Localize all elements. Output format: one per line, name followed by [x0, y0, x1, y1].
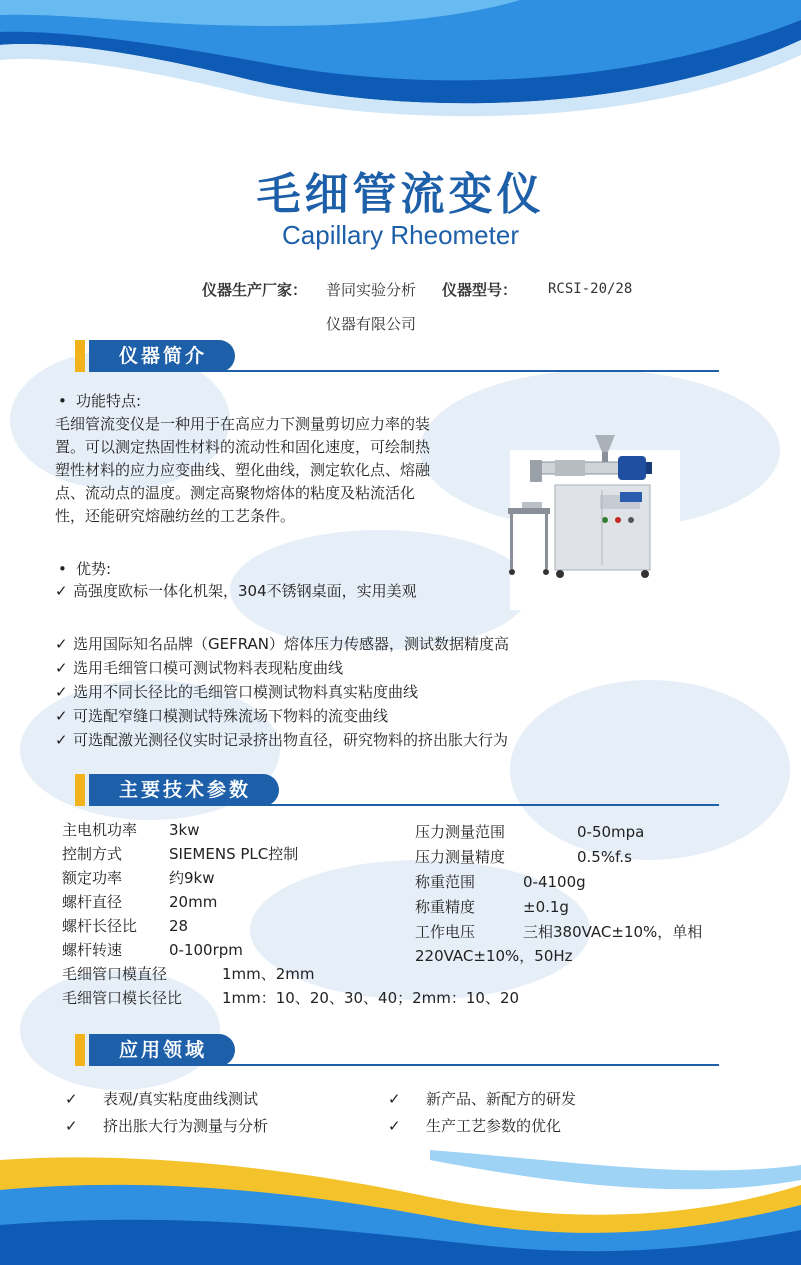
spec-row	[62, 938, 243, 962]
spec-row	[415, 920, 702, 944]
section-accent-bar	[75, 340, 85, 372]
advantage-item-5	[55, 728, 508, 752]
spec-value: 28	[169, 917, 189, 935]
spec-row	[62, 818, 200, 842]
manufacturer-name-line1: 普同实验分析	[326, 281, 417, 299]
check-icon: ✓	[65, 1090, 78, 1108]
spec-value: 1mm、2mm	[222, 965, 315, 983]
advantage-item-1	[55, 632, 509, 656]
application-text: 表观/真实粘度曲线测试	[103, 1090, 259, 1108]
bullet-icon: •	[58, 392, 67, 410]
spec-label: 毛细管口模长径比	[62, 989, 183, 1007]
section-underline	[89, 804, 719, 806]
rheometer-machine-image	[500, 430, 680, 610]
application-item-1	[388, 1087, 576, 1111]
advantage-item-0	[55, 580, 440, 603]
advantages-label-row	[58, 557, 111, 581]
spec-row	[62, 890, 217, 914]
spec-row	[415, 845, 632, 869]
advantage-text: 选用毛细管口模可测试物料表现粘度曲线	[73, 659, 344, 677]
check-icon: ✓	[55, 707, 68, 725]
spec-label: 螺杆直径	[62, 893, 123, 911]
bullet-icon: •	[58, 560, 67, 578]
spec-row	[415, 870, 586, 894]
spec-value: 0-50mpa	[577, 823, 645, 841]
features-label: 功能特点:	[76, 392, 142, 410]
check-icon: ✓	[55, 659, 68, 677]
section-accent-bar	[75, 1034, 85, 1066]
advantages-label: 优势:	[76, 560, 112, 578]
features-label-row	[58, 389, 141, 413]
advantage-item-2	[55, 656, 343, 680]
advantage-item-4	[55, 704, 388, 728]
advantage-text: 可选配激光测径仪实时记录挤出物直径，研究物料的挤出胀大行为	[73, 731, 509, 749]
spec-value: 0-100rpm	[169, 941, 243, 959]
application-item-3	[388, 1114, 561, 1138]
spec-label: 控制方式	[62, 845, 123, 863]
spec-label: 螺杆长径比	[62, 917, 138, 935]
manufacturer-name-line2: 仪器有限公司	[326, 315, 417, 333]
spec-label: 螺杆转速	[62, 941, 123, 959]
spec-row	[62, 962, 315, 986]
spec-row	[415, 820, 644, 844]
section-title-specs: 主要技术参数	[89, 774, 279, 806]
page-subtitle: Capillary Rheometer	[282, 220, 519, 250]
advantage-item-3	[55, 680, 418, 704]
advantage-text: 选用国际知名品牌（GEFRAN）熔体压力传感器，测试数据精度高	[73, 635, 510, 653]
spec-label: 额定功率	[62, 869, 123, 887]
application-text: 新产品、新配方的研发	[426, 1090, 577, 1108]
check-icon: ✓	[388, 1090, 401, 1108]
top-wave-decoration	[0, 0, 801, 130]
spec-value: SIEMENS PLC控制	[169, 845, 299, 863]
model-value: RCSI-20/28	[548, 281, 633, 297]
section-title-intro: 仪器简介	[89, 340, 235, 372]
spec-label: 主电机功率	[62, 821, 138, 839]
manufacturer-label: 仪器生产厂家：	[202, 281, 308, 299]
section-title-applications: 应用领域	[89, 1034, 235, 1066]
spec-label: 称重范围	[415, 873, 476, 891]
check-icon: ✓	[55, 731, 68, 749]
application-item-0	[65, 1087, 258, 1111]
check-icon: ✓	[55, 582, 68, 600]
spec-value: 0.5%f.s	[577, 848, 632, 866]
advantage-text: 可选配窄缝口模测试特殊流场下物料的流变曲线	[73, 707, 389, 725]
check-icon: ✓	[388, 1117, 401, 1135]
check-icon: ✓	[65, 1117, 78, 1135]
section-underline	[89, 1064, 719, 1066]
model-label: 仪器型号：	[442, 281, 518, 299]
spec-value: 约9kw	[169, 869, 215, 887]
section-accent-bar	[75, 774, 85, 806]
page-title: 毛细管流变仪	[256, 169, 545, 220]
spec-row	[62, 842, 298, 866]
spec-label: 压力测量精度	[415, 848, 506, 866]
check-icon: ✓	[55, 635, 68, 653]
spec-row	[62, 866, 215, 890]
spec-value: 三相380VAC±10%，单相	[523, 923, 703, 941]
intro-description: 毛细管流变仪是一种用于在高应力下测量剪切应力率的装置。可以测定热固性材料的流动性和固化速度，可绘制热塑性材料的应力应变曲线、塑化曲线，测定软化点、熔融点、流动点的温度。测定高聚物熔体的粘度及粘流活化性，还能研究熔融纺丝的工艺条件。	[55, 415, 431, 525]
advantage-text: 选用不同长径比的毛细管口模测试物料真实粘度曲线	[73, 683, 419, 701]
section-underline	[89, 370, 719, 372]
spec-label: 压力测量范围	[415, 823, 506, 841]
bottom-wave-decoration	[0, 1150, 801, 1265]
spec-row	[62, 914, 188, 938]
check-icon: ✓	[55, 683, 68, 701]
application-text: 生产工艺参数的优化	[426, 1117, 562, 1135]
application-text: 挤出胀大行为测量与分析	[103, 1117, 269, 1135]
spec-value: 20mm	[169, 893, 218, 911]
application-item-2	[65, 1114, 268, 1138]
spec-value-continued: 220VAC±10%，50Hz	[415, 947, 573, 965]
spec-value: 0-4100g	[523, 873, 586, 891]
spec-label: 称重精度	[415, 898, 476, 916]
spec-value: ±0.1g	[523, 898, 569, 916]
spec-label: 毛细管口模直径	[62, 965, 168, 983]
spec-label: 工作电压	[415, 923, 476, 941]
advantage-text: 高强度欧标一体化机架，304不锈钢桌面，实用美观	[73, 582, 417, 600]
spec-value: 1mm：10、20、30、40；2mm：10、20	[222, 989, 520, 1007]
spec-row	[62, 986, 519, 1010]
spec-value: 3kw	[169, 821, 200, 839]
spec-row	[415, 895, 569, 919]
